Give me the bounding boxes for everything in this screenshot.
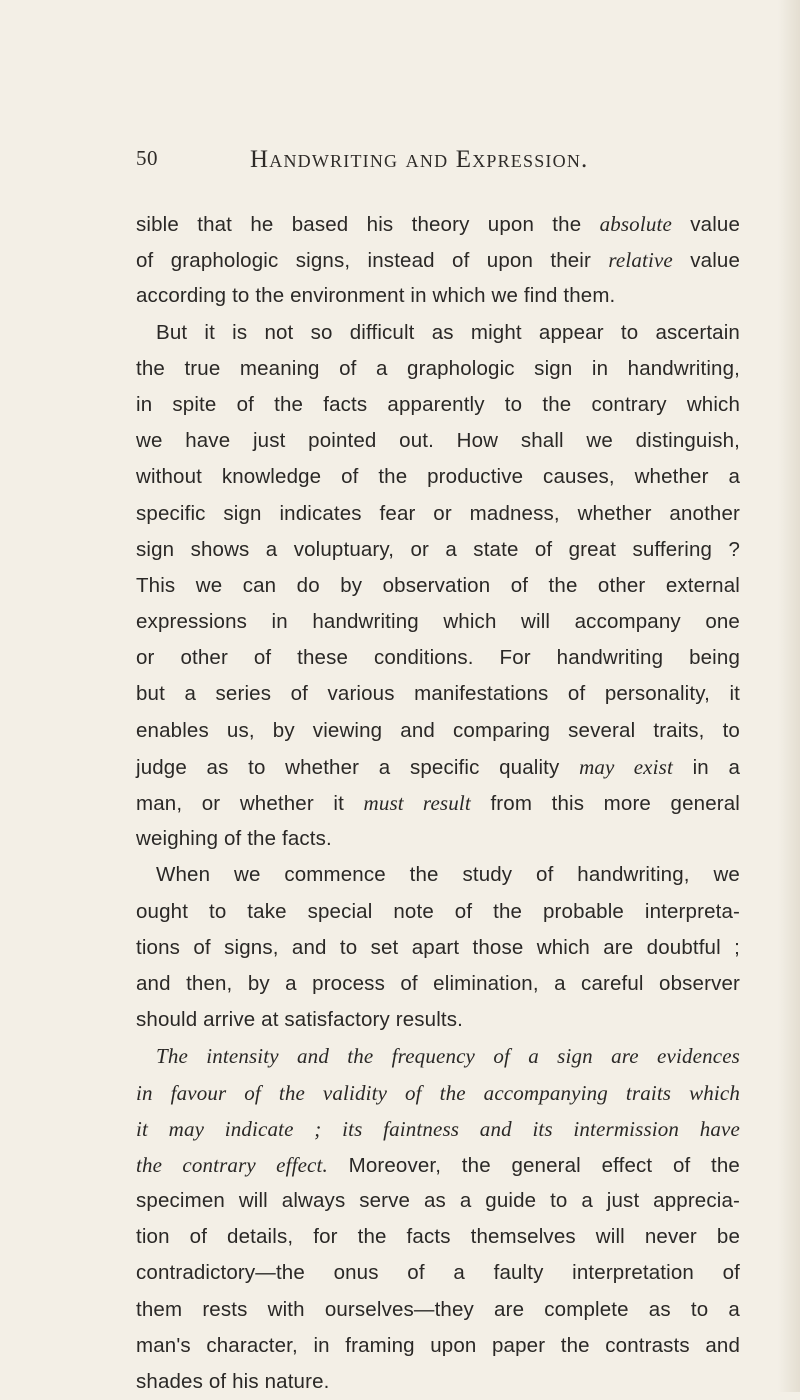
- text-segment: we have just pointed out. How shall we distinguish,: [136, 429, 740, 453]
- text-segment: When we commence the study of handwriting, we: [156, 863, 740, 887]
- text-segment: sible that he based his theory upon the: [136, 213, 600, 236]
- text-segment: value: [672, 249, 740, 273]
- text-line: [136, 749, 740, 785]
- text-line: [136, 676, 740, 712]
- text-segment: in a: [672, 755, 741, 779]
- text-segment: But it is not so difficult as might appear to ascertain: [156, 320, 740, 344]
- text-segment: tions of signs, and to set apart those which are doubtful ;: [136, 935, 740, 959]
- page-edge-shadow: [778, 0, 800, 1392]
- text-line: [136, 351, 740, 387]
- text-segment: This we can do by observation of the other external: [136, 573, 740, 597]
- text-line: [136, 1292, 740, 1328]
- text-line: [136, 785, 740, 821]
- text-segment: according to the environment in which we find them.: [136, 284, 616, 308]
- text-line: [136, 459, 740, 495]
- running-title: Handwriting and Expression.: [250, 146, 589, 173]
- text-segment: expressions in handwriting which will accompany one: [136, 610, 740, 634]
- page-number: 50: [136, 146, 158, 170]
- italic-text: must result: [363, 791, 471, 815]
- text-line: [136, 930, 740, 966]
- text-segment: man, or whether it: [136, 792, 364, 815]
- text-line: [136, 1075, 740, 1111]
- text-segment: Moreover, the general effect of the: [327, 1153, 740, 1177]
- text-line: [136, 1111, 740, 1147]
- text-segment: sign shows a voluptuary, or a state of great suffering ?: [136, 537, 740, 561]
- body-text: [136, 206, 740, 1400]
- italic-text: the contrary effect.: [136, 1152, 328, 1177]
- text-line: [136, 278, 740, 314]
- text-line: [136, 640, 740, 676]
- text-segment: tion of details, for the facts themselves will never be: [136, 1225, 740, 1249]
- text-line: [136, 387, 740, 423]
- italic-text: may exist: [579, 754, 673, 779]
- text-line: [136, 1364, 740, 1400]
- text-segment: from this more general: [470, 792, 740, 815]
- text-line: [136, 1038, 740, 1074]
- text-line: [136, 315, 740, 351]
- text-segment: contradictory—the onus of a faulty interpretation of: [136, 1261, 740, 1285]
- text-line: [136, 1255, 740, 1291]
- text-line: [136, 568, 740, 604]
- text-line: [136, 1328, 740, 1364]
- text-line: [136, 532, 740, 568]
- text-line: [136, 894, 740, 930]
- text-segment: shades of his nature.: [136, 1370, 330, 1393]
- text-segment: in spite of the facts apparently to the contrary which: [136, 392, 740, 416]
- text-line: [136, 496, 740, 532]
- text-line: [136, 1002, 740, 1038]
- text-segment: man's character, in framing upon paper the contrasts and: [136, 1333, 740, 1357]
- text-segment: enables us, by viewing and comparing several traits, to: [136, 718, 740, 742]
- text-line: [136, 242, 740, 278]
- page-header: [136, 146, 736, 182]
- text-segment: ought to take special note of the probable interpreta-: [136, 899, 740, 923]
- text-line: [136, 423, 740, 459]
- italic-text: in favour of the validity of the accompanying traits which: [136, 1080, 740, 1105]
- text-segment: specimen will always serve as a guide to a just apprecia-: [136, 1189, 740, 1213]
- text-line: [136, 604, 740, 640]
- text-segment: value: [671, 213, 741, 236]
- text-segment: the true meaning of a graphologic sign in handwriting,: [136, 356, 740, 380]
- text-line: [136, 206, 740, 242]
- text-line: [136, 713, 740, 749]
- italic-text: The intensity and the frequency of a sign are evidences: [156, 1044, 740, 1069]
- text-line: [136, 966, 740, 1002]
- text-segment: and then, by a process of elimination, a careful observer: [136, 971, 740, 995]
- italic-text: it may indicate ; its faintness and its intermission have: [136, 1116, 740, 1141]
- text-line: [136, 1219, 740, 1255]
- text-segment: of graphologic signs, instead of upon their: [136, 249, 609, 273]
- text-line: [136, 857, 740, 893]
- italic-text: absolute: [599, 212, 672, 236]
- text-segment: weighing of the facts.: [136, 827, 332, 851]
- text-line: [136, 1183, 740, 1219]
- text-segment: specific sign indicates fear or madness, whether another: [136, 501, 740, 525]
- text-segment: should arrive at satisfactory results.: [136, 1008, 463, 1032]
- text-segment: without knowledge of the productive causes, whether a: [136, 465, 740, 489]
- text-segment: but a series of various manifestations of personality, it: [136, 682, 740, 706]
- text-line: [136, 821, 740, 857]
- text-segment: judge as to whether a specific quality: [136, 755, 580, 779]
- text-segment: them rests with ourselves—they are complete as to a: [136, 1297, 740, 1321]
- text-line: [136, 1147, 740, 1183]
- italic-text: relative: [608, 248, 673, 273]
- text-segment: or other of these conditions. For handwriting being: [136, 646, 740, 670]
